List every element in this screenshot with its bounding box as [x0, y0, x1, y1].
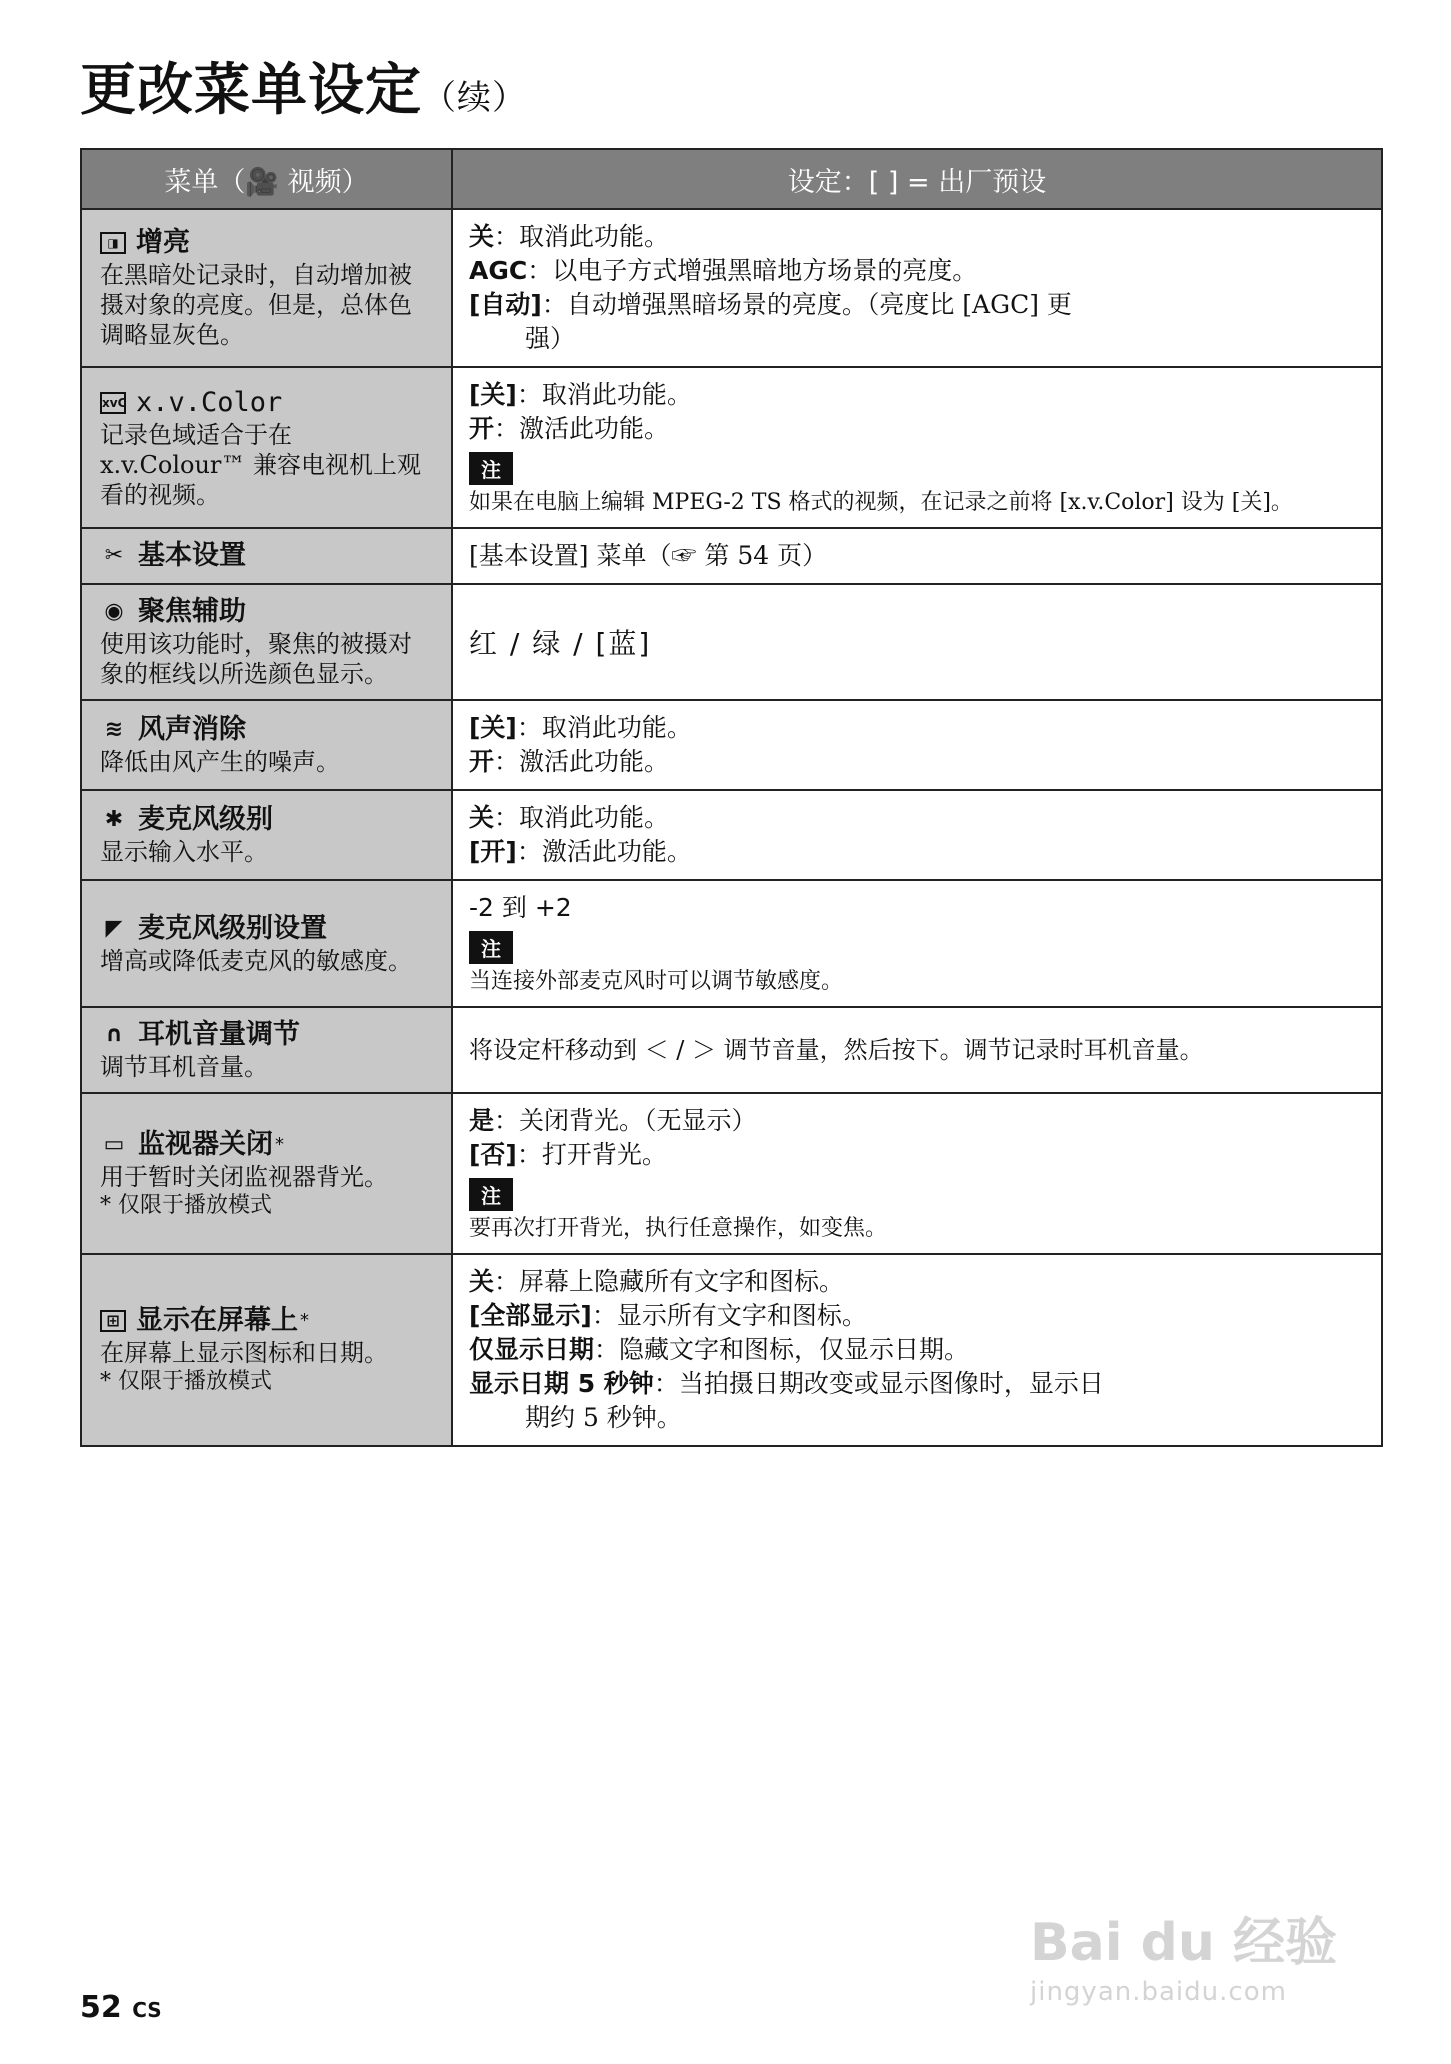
option-desc: ：激活此功能。: [494, 747, 670, 776]
instruction-text: 将设定杆移动到 ＜ / ＞ 调节音量，然后按下。调节记录时耳机音量。: [469, 1036, 1204, 1064]
menu-item-description: 在屏幕上显示图标和日期。: [100, 1339, 388, 1367]
menu-item-headphone-volume[interactable]: [81, 1007, 452, 1093]
table-row: [81, 880, 1382, 1007]
setting-options: [452, 1254, 1382, 1446]
table-row: [81, 1254, 1382, 1446]
note-badge: 注: [469, 931, 513, 964]
setting-options: [452, 528, 1382, 584]
setting-options: [452, 790, 1382, 880]
header-menu: 菜单（🎥 视频）: [81, 149, 452, 209]
option-desc: ：打开背光。: [516, 1140, 667, 1169]
header-settings: 设定：[ ] = 出厂预设: [452, 149, 1382, 209]
menu-item-description: 在黑暗处记录时，自动增加被摄对象的亮度。但是，总体色调略显灰色。: [100, 261, 412, 349]
menu-item-on-screen-display[interactable]: [81, 1254, 452, 1446]
option-key: AGC: [469, 256, 528, 285]
table-row: [81, 584, 1382, 700]
option-line: [469, 254, 1365, 288]
note-text: 当连接外部麦克风时可以调节敏感度。: [469, 969, 844, 994]
menu-item-label: 显示在屏幕上: [136, 1305, 298, 1336]
option-desc: ：自动增强黑暗场景的亮度。（亮度比 [AGC] 更: [541, 290, 1072, 319]
menu-item-description: 降低由风产生的噪声。: [100, 748, 340, 776]
onscreen-icon: ⊞: [100, 1310, 126, 1332]
option-desc: ：显示所有文字和图标。: [591, 1301, 867, 1330]
option-key: [开]: [469, 837, 517, 866]
option-desc: ：取消此功能。: [516, 380, 692, 409]
menu-item-label: 聚焦辅助: [138, 596, 246, 627]
option-desc: ：屏幕上隐藏所有文字和图标。: [494, 1267, 845, 1296]
menu-item-mic-level[interactable]: [81, 790, 452, 880]
option-key: [全部显示]: [469, 1301, 592, 1330]
option-key: [关]: [469, 380, 517, 409]
option-desc: ：当拍摄日期改变或显示图像时，显示日: [653, 1369, 1104, 1398]
menu-item-description: 显示输入水平。: [100, 838, 268, 866]
option-line: [469, 220, 1365, 254]
watermark-url: jingyan.baidu.com: [1030, 1977, 1287, 2007]
option-key: 关: [469, 1267, 495, 1296]
option-desc: ：取消此功能。: [494, 222, 670, 251]
table-row: [81, 528, 1382, 584]
xvcolor-icon: xvC: [100, 392, 126, 414]
table-row: [81, 367, 1382, 528]
brightness-icon: ◨: [100, 232, 126, 254]
mic-level-icon: ✱: [104, 807, 124, 832]
footnote-mark: *: [300, 1310, 309, 1331]
option-line: [469, 288, 1365, 322]
setting-options: [452, 880, 1382, 1007]
note-badge: 注: [469, 1178, 513, 1211]
page-language: CS: [132, 1998, 162, 2022]
menu-item-wind-cut[interactable]: [81, 700, 452, 790]
menu-item-xvcolor[interactable]: [81, 367, 452, 528]
headphone-icon: ∩: [105, 1022, 123, 1047]
monitor-icon: ▭: [103, 1131, 125, 1157]
menu-item-footnote: * 仅限于播放模式: [100, 1369, 272, 1394]
option-desc: ：取消此功能。: [516, 713, 692, 742]
note-text: 要再次打开背光，执行任意操作，如变焦。: [469, 1216, 888, 1241]
menu-item-description: 记录色域适合于在 x.v.Colour™ 兼容电视机上观看的视频。: [100, 420, 421, 509]
menu-item-label: 增亮: [136, 227, 190, 258]
setting-options: [452, 1093, 1382, 1254]
menu-item-footnote: * 仅限于播放模式: [100, 1192, 272, 1218]
option-line-cont: 强）: [525, 324, 576, 353]
menu-settings-table: [80, 148, 1383, 1447]
menu-item-label: 风声消除: [138, 714, 246, 745]
option-desc: ：激活此功能。: [494, 414, 670, 443]
table-header-row: [81, 149, 1382, 209]
menu-item-label: 麦克风级别设置: [138, 912, 327, 944]
note-text: 如果在电脑上编辑 MPEG-2 TS 格式的视频，在记录之前将 [x.v.Color] 设为 [关]。: [469, 490, 1293, 515]
page-number-value: 52: [80, 1990, 122, 2025]
menu-item-focus-assist[interactable]: [81, 584, 452, 700]
page-reference: [基本设置] 菜单（☞ 第 54 页）: [469, 541, 828, 570]
option-key: 显示日期 5 秒钟: [469, 1369, 654, 1398]
menu-item-description: 使用该功能时，聚焦的被摄对象的框线以所选颜色显示。: [100, 630, 412, 688]
note-badge: 注: [469, 452, 513, 485]
menu-item-label: 基本设置: [138, 540, 246, 571]
page-number: [80, 1990, 162, 2025]
menu-item-label: 麦克风级别: [138, 804, 273, 835]
option-desc: ：以电子方式增强黑暗地方场景的亮度。: [527, 256, 978, 285]
menu-item-label: x.v.Color: [136, 386, 283, 418]
menu-item-description: 调节耳机音量。: [100, 1053, 268, 1081]
option-key: [自动]: [469, 290, 542, 319]
menu-item-label: 耳机音量调节: [138, 1019, 300, 1050]
option-key: 开: [469, 747, 495, 776]
option-desc: ：隐藏文字和图标，仅显示日期。: [594, 1335, 970, 1364]
menu-item-brightness[interactable]: [81, 209, 452, 367]
table-row: [81, 700, 1382, 790]
focus-assist-icon: ◉: [104, 599, 124, 624]
wind-icon: ≋: [104, 717, 124, 742]
menu-item-mic-level-setting[interactable]: [81, 880, 452, 1007]
page-title-suffix: （续）: [422, 78, 527, 118]
color-options: 红 / 绿 / [蓝]: [469, 627, 652, 660]
option-key: 关: [469, 222, 495, 251]
page-title-text: 更改菜单设定: [80, 58, 422, 123]
option-key: 关: [469, 803, 495, 832]
option-key: 是: [469, 1106, 495, 1135]
tools-icon: ✂: [104, 543, 124, 568]
menu-item-description: 增高或降低麦克风的敏感度。: [100, 946, 412, 975]
setting-options: [452, 367, 1382, 528]
setting-options: [452, 1007, 1382, 1093]
watermark: [1030, 1900, 1337, 2007]
setting-options: [452, 700, 1382, 790]
range-text: -2 到 +2: [469, 893, 572, 922]
table-row: [81, 1007, 1382, 1093]
menu-item-monitor-off[interactable]: [81, 1093, 452, 1254]
setting-options: [452, 584, 1382, 700]
table-row: [81, 1093, 1382, 1254]
menu-item-description: 用于暂时关闭监视器背光。: [100, 1162, 388, 1191]
option-desc: ：取消此功能。: [494, 803, 670, 832]
menu-item-basic-settings[interactable]: [81, 528, 452, 584]
page-title: [80, 46, 527, 126]
setting-options: [452, 209, 1382, 367]
option-line-cont: 期约 5 秒钟。: [525, 1403, 682, 1432]
menu-item-label: 监视器关闭: [138, 1128, 273, 1160]
option-key: [否]: [469, 1140, 517, 1169]
option-desc: ：激活此功能。: [516, 837, 692, 866]
table-row: [81, 790, 1382, 880]
option-desc: ：关闭背光。（无显示）: [494, 1106, 757, 1135]
option-key: [关]: [469, 713, 517, 742]
watermark-brand: Bai du 经验: [1030, 1913, 1337, 1973]
footnote-mark: *: [275, 1133, 284, 1155]
mic-setting-icon: ◤: [105, 915, 123, 941]
table-row: [81, 209, 1382, 367]
option-key: 开: [469, 414, 495, 443]
option-key: 仅显示日期: [469, 1335, 595, 1364]
